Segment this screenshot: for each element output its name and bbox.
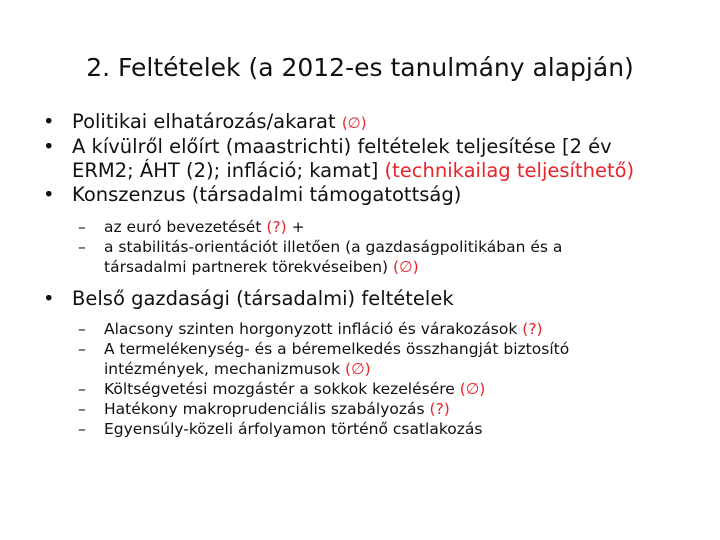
sub-bullet-text-line2: társadalmi partnerek törekvéseiben) bbox=[104, 258, 394, 276]
bullet-konszenzus bbox=[20, 183, 700, 207]
dash-marker: – bbox=[78, 340, 86, 358]
sub-bullet-text: A termelékenység- és a béremelkedés összhangját biztosító bbox=[104, 340, 570, 358]
bullet-marker: • bbox=[43, 287, 55, 310]
bullet-marker: • bbox=[43, 110, 55, 133]
sub-bullet-text: Alacsony szinten horgonyzott infláció és várakozások bbox=[104, 320, 523, 338]
sub-bullet-inflacio bbox=[20, 319, 700, 339]
sub-bullet-termelekenyseg bbox=[20, 339, 700, 379]
dash-marker: – bbox=[78, 320, 86, 338]
status-mark: (technikailag teljesíthető) bbox=[384, 159, 635, 182]
sub-bullet-text-line2: intézmények, mechanizmusok bbox=[104, 360, 346, 378]
dash-marker: – bbox=[78, 420, 86, 438]
bullet-belso bbox=[20, 287, 700, 311]
sub-bullet-text: Hatékony makroprudenciális szabályozás bbox=[104, 400, 430, 418]
question-mark: (?) bbox=[522, 320, 543, 338]
dash-marker: – bbox=[78, 238, 86, 256]
bullet-text: A kívülről előírt (maastrichti) feltételek teljesítése [2 év bbox=[72, 135, 612, 158]
slide-content bbox=[20, 110, 700, 439]
empty-set-mark: (∅) bbox=[341, 114, 367, 132]
question-mark: (?) bbox=[266, 218, 287, 236]
sub-bullet-euro bbox=[20, 217, 700, 237]
bullet-politikai bbox=[20, 110, 700, 135]
sub-bullet-text: az euró bevezetését bbox=[104, 218, 267, 236]
sub-bullet-koltsegvetesi bbox=[20, 379, 700, 399]
sub-bullet-stabilitas bbox=[20, 237, 700, 277]
bullet-text: Belső gazdasági (társadalmi) feltételek bbox=[72, 287, 454, 310]
sub-bullet-suffix: + bbox=[286, 218, 305, 236]
dash-marker: – bbox=[78, 400, 86, 418]
bullet-marker: • bbox=[43, 183, 55, 206]
bullet-marker: • bbox=[43, 135, 55, 158]
sub-bullet-arfolyam bbox=[20, 419, 700, 439]
dash-marker: – bbox=[78, 380, 86, 398]
bullet-text: Politikai elhatározás/akarat bbox=[72, 110, 342, 133]
dash-marker: – bbox=[78, 218, 86, 236]
empty-set-mark: (∅) bbox=[459, 380, 486, 398]
slide-title: 2. Feltételek (a 2012-es tanulmány alapján) bbox=[86, 53, 634, 82]
sub-bullet-makroprudencialis bbox=[20, 399, 700, 419]
sub-bullet-text: Költségvetési mozgástér a sokkok kezelésére bbox=[104, 380, 460, 398]
bullet-maastrichti bbox=[20, 135, 700, 183]
sub-bullet-text: a stabilitás-orientációt illetően (a gazdaságpolitikában és a bbox=[104, 238, 563, 256]
bullet-text: Konszenzus (társadalmi támogatottság) bbox=[72, 183, 462, 206]
bullet-text-line2: ERM2; ÁHT (2); infláció; kamat] bbox=[72, 159, 385, 182]
sub-bullet-text: Egyensúly-közeli árfolyamon történő csatlakozás bbox=[104, 420, 483, 438]
question-mark: (?) bbox=[429, 400, 450, 418]
empty-set-mark: (∅) bbox=[393, 258, 419, 276]
empty-set-mark: (∅) bbox=[345, 360, 371, 378]
